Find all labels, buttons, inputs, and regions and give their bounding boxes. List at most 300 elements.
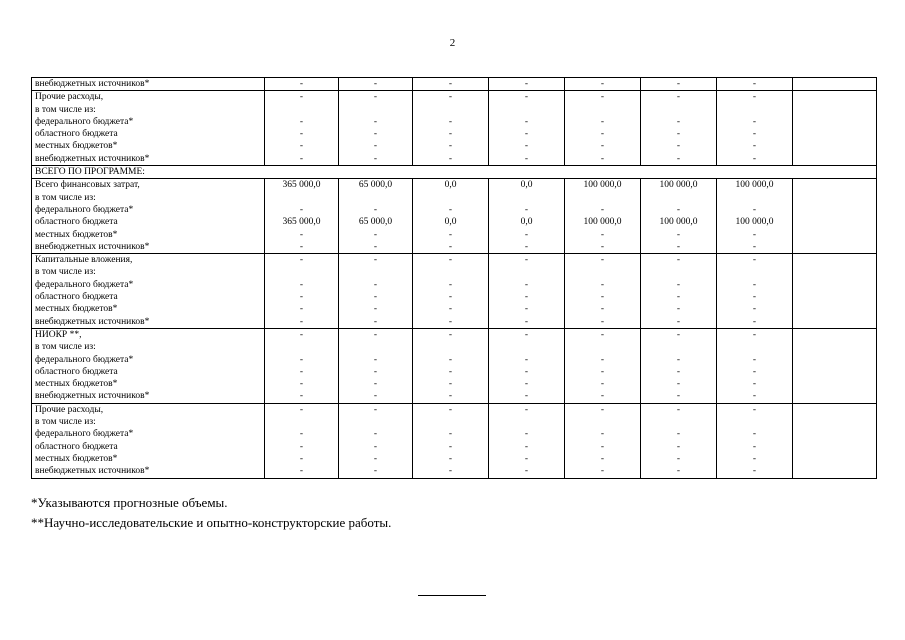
value-cell (565, 403, 641, 478)
value-line: - (524, 255, 529, 266)
value-line (342, 192, 409, 204)
value-line: - (676, 379, 681, 390)
value-cell (717, 91, 793, 166)
value-line: - (752, 404, 757, 415)
row-label-line: внебюджетных источников* (35, 79, 150, 89)
row-label-line: Всего финансовых затрат, (35, 180, 140, 191)
value-line: - (448, 229, 453, 240)
value-line: - (752, 241, 757, 252)
value-cell (339, 254, 413, 329)
value-line: - (600, 404, 605, 415)
value-line (796, 153, 873, 165)
value-line: 365 000,0 (282, 180, 321, 191)
value-line: - (600, 292, 605, 303)
value-line: - (299, 279, 304, 290)
value-line (796, 303, 873, 315)
value-cell (793, 91, 877, 166)
value-line (568, 104, 637, 116)
value-line: - (448, 92, 453, 103)
value-line (796, 266, 873, 278)
row-label-line: в том числе из: (35, 267, 96, 278)
value-cell (413, 403, 489, 478)
value-line: - (752, 279, 757, 290)
value-line (796, 140, 873, 152)
value-line: 100 000,0 (659, 217, 698, 228)
value-line (268, 416, 335, 428)
value-line: - (524, 129, 529, 140)
value-line: - (676, 141, 681, 152)
value-line: - (676, 354, 681, 365)
value-line: - (448, 279, 453, 290)
value-line: - (676, 453, 681, 464)
value-cell (413, 328, 489, 403)
value-line (720, 341, 789, 353)
value-line: - (600, 391, 605, 402)
value-line: - (448, 292, 453, 303)
value-line: - (524, 153, 529, 164)
value-line (568, 341, 637, 353)
value-cell (565, 254, 641, 329)
value-line: - (299, 329, 304, 340)
value-cell (793, 179, 877, 254)
value-line (416, 104, 485, 116)
value-line (492, 266, 561, 278)
row-label-line: Капитальные вложения, (35, 255, 133, 266)
row-label-line: Прочие расходы, (35, 92, 104, 103)
value-line: - (600, 466, 605, 477)
value-line: - (373, 241, 378, 252)
value-line (720, 192, 789, 204)
value-cell (641, 78, 717, 91)
value-line: - (299, 92, 304, 103)
value-line (720, 104, 789, 116)
value-line: - (752, 329, 757, 340)
value-line (416, 341, 485, 353)
budget-table-body (32, 78, 877, 479)
value-line (796, 453, 873, 465)
value-line: - (299, 229, 304, 240)
value-line: - (448, 304, 453, 315)
value-line (796, 291, 873, 303)
value-line: - (752, 79, 757, 89)
value-line: - (600, 354, 605, 365)
value-line (796, 241, 873, 253)
value-line: - (299, 379, 304, 390)
row-label-line: в том числе из: (35, 417, 96, 428)
value-line (416, 266, 485, 278)
value-line: - (676, 129, 681, 140)
value-line: - (600, 153, 605, 164)
value-cell (265, 91, 339, 166)
value-line: - (448, 204, 453, 215)
value-line: - (448, 129, 453, 140)
table-row (32, 254, 877, 329)
value-line: - (448, 429, 453, 440)
value-line: - (600, 441, 605, 452)
row-label-line: в том числе из: (35, 104, 96, 115)
value-cell (717, 328, 793, 403)
value-line: 65 000,0 (358, 217, 393, 228)
value-line (796, 216, 873, 228)
row-label-cell (32, 91, 265, 166)
value-line: - (524, 354, 529, 365)
value-line: - (752, 354, 757, 365)
value-line: - (299, 141, 304, 152)
value-cell (265, 78, 339, 91)
value-cell (793, 78, 877, 91)
value-line (796, 254, 873, 266)
value-line (796, 354, 873, 366)
value-line: - (373, 453, 378, 464)
table-row (32, 328, 877, 403)
value-line (268, 192, 335, 204)
value-line: - (752, 316, 757, 327)
value-line: - (299, 255, 304, 266)
value-line: - (752, 129, 757, 140)
value-line: 100 000,0 (735, 217, 774, 228)
value-line: 100 000,0 (583, 217, 622, 228)
value-line: - (448, 453, 453, 464)
value-line: - (600, 116, 605, 127)
value-line: - (752, 366, 757, 377)
value-line (796, 116, 873, 128)
row-label-cell (32, 78, 265, 91)
value-line: - (373, 153, 378, 164)
value-line: - (752, 453, 757, 464)
row-label-line: федерального бюджета* (35, 354, 134, 365)
value-line (644, 192, 713, 204)
value-line: - (600, 129, 605, 140)
value-line: - (676, 79, 681, 89)
value-line: - (524, 404, 529, 415)
value-cell (489, 78, 565, 91)
value-line: - (299, 153, 304, 164)
value-line: - (676, 92, 681, 103)
value-line (644, 266, 713, 278)
value-line: - (752, 304, 757, 315)
value-line: - (373, 366, 378, 377)
value-line: - (600, 429, 605, 440)
value-line: - (524, 116, 529, 127)
value-line: - (600, 279, 605, 290)
value-cell (339, 78, 413, 91)
value-cell (489, 403, 565, 478)
value-line: - (676, 255, 681, 266)
value-line (796, 179, 873, 191)
value-line: - (676, 116, 681, 127)
value-line: 65 000,0 (358, 180, 393, 191)
value-line: - (373, 129, 378, 140)
value-line (568, 416, 637, 428)
row-label-line: областного бюджета (35, 441, 118, 452)
value-line: - (448, 316, 453, 327)
value-line: - (373, 204, 378, 215)
value-line: - (524, 453, 529, 464)
row-label-line: НИОКР **, (35, 329, 82, 340)
value-line: - (299, 129, 304, 140)
row-label-line: федерального бюджета* (35, 204, 134, 215)
footnotes (31, 493, 391, 533)
value-line: - (373, 329, 378, 340)
value-line: - (524, 279, 529, 290)
value-line: - (373, 79, 378, 89)
value-cell (489, 91, 565, 166)
value-line: - (373, 141, 378, 152)
row-label-line: областного бюджета (35, 129, 118, 140)
value-line: - (676, 329, 681, 340)
value-line (492, 104, 561, 116)
value-line: - (752, 292, 757, 303)
value-line (796, 428, 873, 440)
row-label-cell (32, 403, 265, 478)
value-line: - (600, 453, 605, 464)
value-line: - (448, 141, 453, 152)
value-line: - (752, 429, 757, 440)
value-line: - (373, 292, 378, 303)
value-line: - (448, 466, 453, 477)
value-line: - (373, 255, 378, 266)
table-row (32, 179, 877, 254)
value-line: - (600, 204, 605, 215)
value-line (416, 192, 485, 204)
value-line: - (524, 79, 529, 89)
value-line: - (373, 354, 378, 365)
value-line: - (448, 379, 453, 390)
value-line: - (752, 153, 757, 164)
value-line: - (299, 79, 304, 89)
value-line: - (373, 404, 378, 415)
value-line: 0,0 (444, 180, 457, 191)
value-line: - (600, 329, 605, 340)
value-line (796, 378, 873, 390)
value-line: 100 000,0 (735, 180, 774, 191)
section-title: ВСЕГО ПО ПРОГРАММЕ: (35, 167, 145, 178)
value-line: - (448, 404, 453, 415)
value-line: - (524, 329, 529, 340)
value-line: - (524, 229, 529, 240)
value-cell (717, 254, 793, 329)
value-line (568, 266, 637, 278)
value-line: - (524, 92, 529, 103)
value-line: - (299, 304, 304, 315)
value-line: 100 000,0 (659, 180, 698, 191)
value-line: - (524, 466, 529, 477)
row-label-cell (32, 179, 265, 254)
value-line: - (524, 366, 529, 377)
row-label-line: областного бюджета (35, 366, 118, 377)
row-label-line: внебюджетных источников* (35, 391, 150, 402)
value-line: - (600, 366, 605, 377)
value-line: - (600, 255, 605, 266)
value-line: - (373, 316, 378, 327)
value-line: 0,0 (520, 217, 533, 228)
value-line (268, 266, 335, 278)
value-cell (413, 179, 489, 254)
value-line: - (600, 92, 605, 103)
value-line: - (676, 304, 681, 315)
value-line: - (373, 379, 378, 390)
value-line: - (524, 429, 529, 440)
value-line (720, 266, 789, 278)
value-line (342, 416, 409, 428)
value-cell (641, 91, 717, 166)
value-line: - (676, 153, 681, 164)
table-row (32, 78, 877, 91)
value-line (568, 192, 637, 204)
value-cell (265, 328, 339, 403)
value-line (492, 341, 561, 353)
value-line (796, 204, 873, 216)
value-line: - (752, 255, 757, 266)
value-line: - (676, 279, 681, 290)
value-line: - (448, 79, 453, 89)
value-line (796, 192, 873, 204)
value-line: - (299, 316, 304, 327)
value-line: - (676, 391, 681, 402)
value-cell (565, 78, 641, 91)
value-line: - (524, 204, 529, 215)
value-line: - (676, 241, 681, 252)
value-line: - (676, 316, 681, 327)
value-line (796, 441, 873, 453)
value-line: - (524, 316, 529, 327)
value-line: - (448, 366, 453, 377)
value-line (492, 416, 561, 428)
value-line: - (600, 379, 605, 390)
value-line (796, 78, 873, 90)
row-label-cell (32, 328, 265, 403)
value-line (644, 341, 713, 353)
value-line: - (373, 429, 378, 440)
value-line (796, 366, 873, 378)
footnote-niokr: **Научно-исследовательские и опытно-конструкторские работы. (31, 515, 392, 530)
value-line (268, 104, 335, 116)
value-line: - (373, 229, 378, 240)
value-line: - (373, 441, 378, 452)
row-label-line: федерального бюджета* (35, 429, 134, 440)
row-label-line: Прочие расходы, (35, 404, 104, 415)
value-cell (413, 254, 489, 329)
value-line: - (448, 153, 453, 164)
value-line: - (600, 316, 605, 327)
value-line: - (373, 391, 378, 402)
value-cell (717, 403, 793, 478)
value-line: - (524, 304, 529, 315)
value-line (492, 192, 561, 204)
value-line: - (373, 92, 378, 103)
value-cell (717, 78, 793, 91)
value-line: - (524, 292, 529, 303)
value-cell (413, 78, 489, 91)
value-line: - (752, 229, 757, 240)
value-line: - (299, 441, 304, 452)
value-line (796, 128, 873, 140)
value-line: - (448, 354, 453, 365)
value-cell (641, 179, 717, 254)
row-label-line: внебюджетных источников* (35, 466, 150, 477)
value-line: - (448, 329, 453, 340)
row-label-line: федерального бюджета* (35, 116, 134, 127)
value-line: - (752, 466, 757, 477)
value-cell (489, 179, 565, 254)
value-line: - (752, 441, 757, 452)
value-cell (793, 328, 877, 403)
row-label-line: внебюджетных источников* (35, 153, 150, 164)
value-line: - (373, 466, 378, 477)
value-line (342, 341, 409, 353)
value-line (796, 465, 873, 477)
value-line (342, 266, 409, 278)
row-label-line: в том числе из: (35, 192, 96, 203)
value-cell (265, 254, 339, 329)
value-line (720, 416, 789, 428)
row-label-cell (32, 254, 265, 329)
value-line: - (299, 366, 304, 377)
value-line (796, 329, 873, 341)
value-line: 100 000,0 (583, 180, 622, 191)
value-cell (565, 179, 641, 254)
value-line: - (676, 404, 681, 415)
value-cell (489, 254, 565, 329)
value-cell (565, 91, 641, 166)
row-label-line: местных бюджетов* (35, 379, 118, 390)
value-line: - (600, 229, 605, 240)
value-line: - (676, 429, 681, 440)
footnote-forecast: *Указываются прогнозные объемы. (31, 495, 228, 510)
value-line (796, 341, 873, 353)
value-line: - (524, 391, 529, 402)
row-label-line: в том числе из: (35, 342, 96, 353)
value-line: - (676, 229, 681, 240)
value-line: - (676, 366, 681, 377)
value-line: - (299, 453, 304, 464)
value-cell (339, 328, 413, 403)
value-cell (339, 91, 413, 166)
value-line: - (752, 116, 757, 127)
value-line: - (752, 391, 757, 402)
value-line: - (524, 379, 529, 390)
value-line: - (299, 429, 304, 440)
row-label-line: внебюджетных источников* (35, 241, 150, 252)
value-line: - (448, 116, 453, 127)
section-title-cell (32, 166, 877, 179)
value-line: - (448, 391, 453, 402)
section-row (32, 166, 877, 179)
row-label-line: местных бюджетов* (35, 304, 118, 315)
value-cell (793, 254, 877, 329)
value-line: - (600, 241, 605, 252)
value-line: - (524, 141, 529, 152)
value-line: 0,0 (444, 217, 457, 228)
row-label-line: областного бюджета (35, 217, 118, 228)
value-cell (565, 328, 641, 403)
value-line: - (299, 292, 304, 303)
value-line: - (600, 304, 605, 315)
value-cell (489, 328, 565, 403)
page-number: 2 (449, 37, 456, 49)
value-line: - (373, 279, 378, 290)
value-line (796, 404, 873, 416)
value-cell (641, 403, 717, 478)
value-line: - (373, 116, 378, 127)
table-row (32, 403, 877, 478)
value-line: - (676, 466, 681, 477)
row-label-line: федерального бюджета* (35, 279, 134, 290)
value-line: - (524, 441, 529, 452)
value-line: - (752, 141, 757, 152)
value-line: - (373, 304, 378, 315)
value-line: - (299, 391, 304, 402)
